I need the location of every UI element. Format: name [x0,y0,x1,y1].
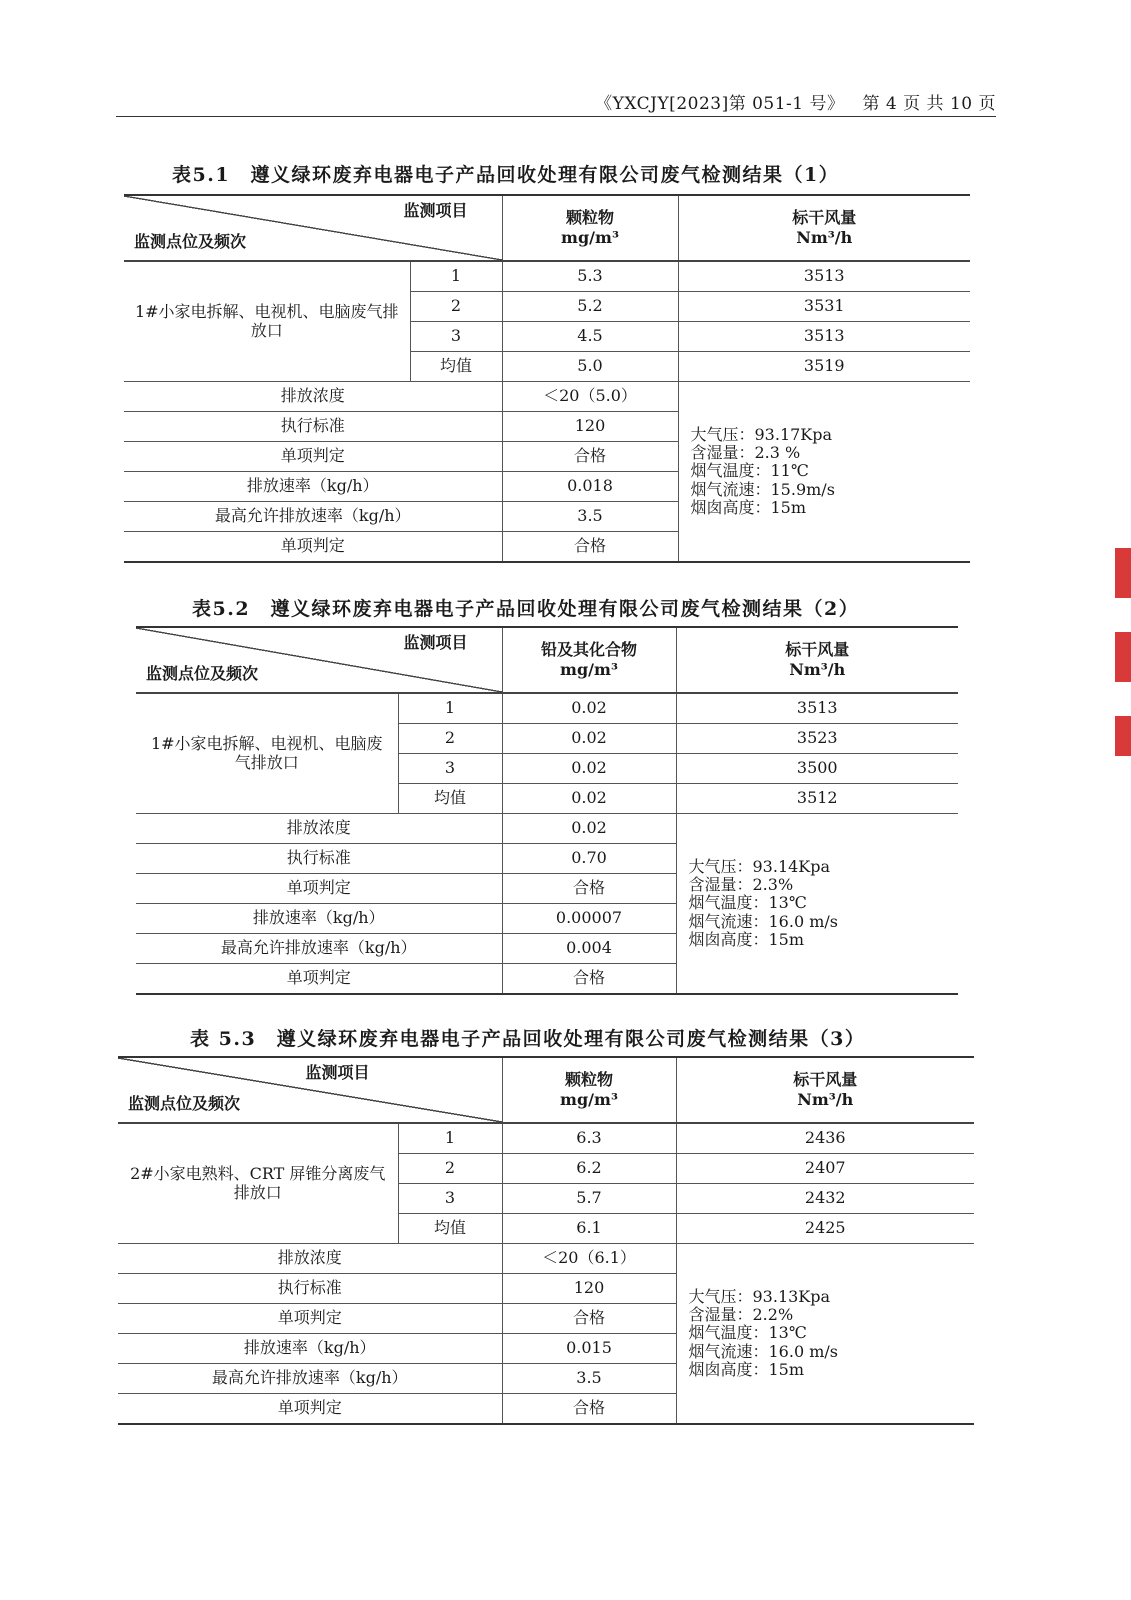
condition-pressure: 大气压：93.14Kpa [688,856,831,876]
frequency-cell: 1 [398,693,502,724]
header-monitor-point: 监测点位及频次 [128,1093,241,1113]
summary-label: 排放速率（kg/h） [124,472,502,502]
value-cell: 4.5 [502,322,678,352]
column-header: 标干风量 Nm³/h [676,1057,974,1123]
conditions-cell [678,382,970,563]
summary-label: 排放速率（kg/h） [136,904,502,934]
frequency-cell: 3 [398,754,502,784]
value-cell: 0.02 [502,784,676,814]
condition-temperature: 烟气温度：13℃ [688,1323,807,1343]
flow-cell: 3523 [676,724,958,754]
summary-label: 排放浓度 [118,1244,502,1274]
table-row [136,693,958,724]
seal-stamp-fragment [1115,632,1131,682]
summary-label: 执行标准 [136,844,502,874]
summary-value: 0.015 [502,1334,676,1364]
summary-value: 0.70 [502,844,676,874]
frequency-cell: 均值 [410,352,502,382]
value-cell: 6.1 [502,1214,676,1244]
frequency-cell: 1 [398,1123,502,1154]
summary-label: 排放速率（kg/h） [118,1334,502,1364]
flow-cell: 3512 [676,784,958,814]
summary-value: ＜20（5.0） [502,382,678,412]
flow-cell: 3519 [678,352,970,382]
frequency-cell: 1 [410,261,502,292]
summary-label: 最高允许排放速率（kg/h） [118,1364,502,1394]
summary-value: 120 [502,1274,676,1304]
summary-label: 单项判定 [118,1304,502,1334]
summary-value: 0.00007 [502,904,676,934]
summary-value: 3.5 [502,502,678,532]
flow-cell: 3500 [676,754,958,784]
value-cell: 6.2 [502,1154,676,1184]
condition-velocity: 烟气流速：16.0 m/s [688,1341,838,1361]
summary-value: 合格 [502,964,676,995]
flow-cell: 2436 [676,1123,974,1154]
summary-value: 0.004 [502,934,676,964]
summary-value: ＜20（6.1） [502,1244,676,1274]
condition-humidity: 含湿量：2.3 % [690,442,801,462]
flow-cell: 2432 [676,1184,974,1214]
seal-stamp-fragment [1115,548,1131,598]
header-monitor-item: 监测项目 [403,633,468,652]
summary-label: 单项判定 [136,874,502,904]
summary-label: 排放浓度 [124,382,502,412]
summary-label: 单项判定 [124,442,502,472]
value-cell: 0.02 [502,754,676,784]
table-caption-5-3: 表 5.3 遵义绿环废弃电器电子产品回收处理有限公司废气检测结果（3） [190,1028,866,1050]
condition-stack-height: 烟囱高度：15m [688,1360,805,1380]
diagonal-header [136,627,502,693]
column-header: 标干风量 Nm³/h [676,627,958,693]
condition-temperature: 烟气温度：11℃ [690,461,809,481]
column-header: 铅及其化合物 mg/m³ [502,627,676,693]
value-cell: 5.2 [502,292,678,322]
summary-value: 120 [502,412,678,442]
summary-label: 执行标准 [124,412,502,442]
page-info: 第 4 页 共 10 页 [862,93,996,114]
frequency-cell: 均值 [398,1214,502,1244]
conditions-cell [676,1244,974,1425]
summary-value: 合格 [502,1394,676,1425]
value-cell: 5.7 [502,1184,676,1214]
monitoring-site: 1#小家电拆解、电视机、电脑废气排放口 [136,693,398,814]
condition-humidity: 含湿量：2.2% [688,1304,794,1324]
summary-label: 最高允许排放速率（kg/h） [136,934,502,964]
condition-temperature: 烟气温度：13℃ [688,893,807,913]
results-table-5-1 [124,194,970,563]
header-monitor-item: 监测项目 [305,1063,370,1082]
condition-pressure: 大气压：93.13Kpa [688,1286,831,1306]
page-header [116,86,996,117]
table-caption-5-2: 表5.2 遵义绿环废弃电器电子产品回收处理有限公司废气检测结果（2） [192,598,860,620]
value-cell: 5.0 [502,352,678,382]
condition-humidity: 含湿量：2.3% [688,874,794,894]
report-number: 《YXCJY[2023]第 051-1 号》 [595,93,845,114]
summary-row [136,814,958,844]
column-header: 标干风量 Nm³/h [678,195,970,261]
summary-row [124,382,970,412]
condition-stack-height: 烟囱高度：15m [688,930,805,950]
value-cell: 0.02 [502,724,676,754]
header-monitor-point: 监测点位及频次 [146,663,259,683]
header-monitor-point: 监测点位及频次 [134,231,247,251]
table-caption-5-1: 表5.1 遵义绿环废弃电器电子产品回收处理有限公司废气检测结果（1） [172,164,840,186]
summary-label: 执行标准 [118,1274,502,1304]
flow-cell: 3513 [678,261,970,292]
flow-cell: 3513 [678,322,970,352]
frequency-cell: 3 [398,1184,502,1214]
diagonal-header [124,195,502,261]
value-cell: 5.3 [502,261,678,292]
summary-label: 单项判定 [118,1394,502,1425]
summary-value: 0.018 [502,472,678,502]
summary-label: 单项判定 [124,532,502,563]
summary-label: 单项判定 [136,964,502,995]
flow-cell: 3513 [676,693,958,724]
flow-cell: 3531 [678,292,970,322]
value-cell: 0.02 [502,693,676,724]
summary-value: 合格 [502,442,678,472]
frequency-cell: 2 [398,724,502,754]
diagonal-header [118,1057,502,1123]
flow-cell: 2407 [676,1154,974,1184]
summary-value: 合格 [502,1304,676,1334]
conditions-cell [676,814,958,995]
value-cell: 6.3 [502,1123,676,1154]
summary-value: 3.5 [502,1364,676,1394]
table-row [124,261,970,292]
frequency-cell: 2 [410,292,502,322]
summary-value: 0.02 [502,814,676,844]
header-monitor-item: 监测项目 [403,201,468,220]
flow-cell: 2425 [676,1214,974,1244]
frequency-cell: 3 [410,322,502,352]
summary-label: 最高允许排放速率（kg/h） [124,502,502,532]
table-row [118,1123,974,1154]
summary-value: 合格 [502,532,678,563]
seal-stamp-fragment [1115,716,1131,756]
results-table-5-2 [136,626,958,995]
frequency-cell: 均值 [398,784,502,814]
monitoring-site: 2#小家电熟料、CRT 屏锥分离废气排放口 [118,1123,398,1244]
summary-label: 排放浓度 [136,814,502,844]
column-header: 颗粒物 mg/m³ [502,195,678,261]
condition-velocity: 烟气流速：15.9m/s [690,479,835,499]
frequency-cell: 2 [398,1154,502,1184]
monitoring-site: 1#小家电拆解、电视机、电脑废气排放口 [124,261,410,382]
results-table-5-3 [118,1056,974,1425]
column-header: 颗粒物 mg/m³ [502,1057,676,1123]
summary-value: 合格 [502,874,676,904]
condition-velocity: 烟气流速：16.0 m/s [688,911,838,931]
condition-stack-height: 烟囱高度：15m [690,498,807,518]
condition-pressure: 大气压：93.17Kpa [690,424,833,444]
summary-row [118,1244,974,1274]
